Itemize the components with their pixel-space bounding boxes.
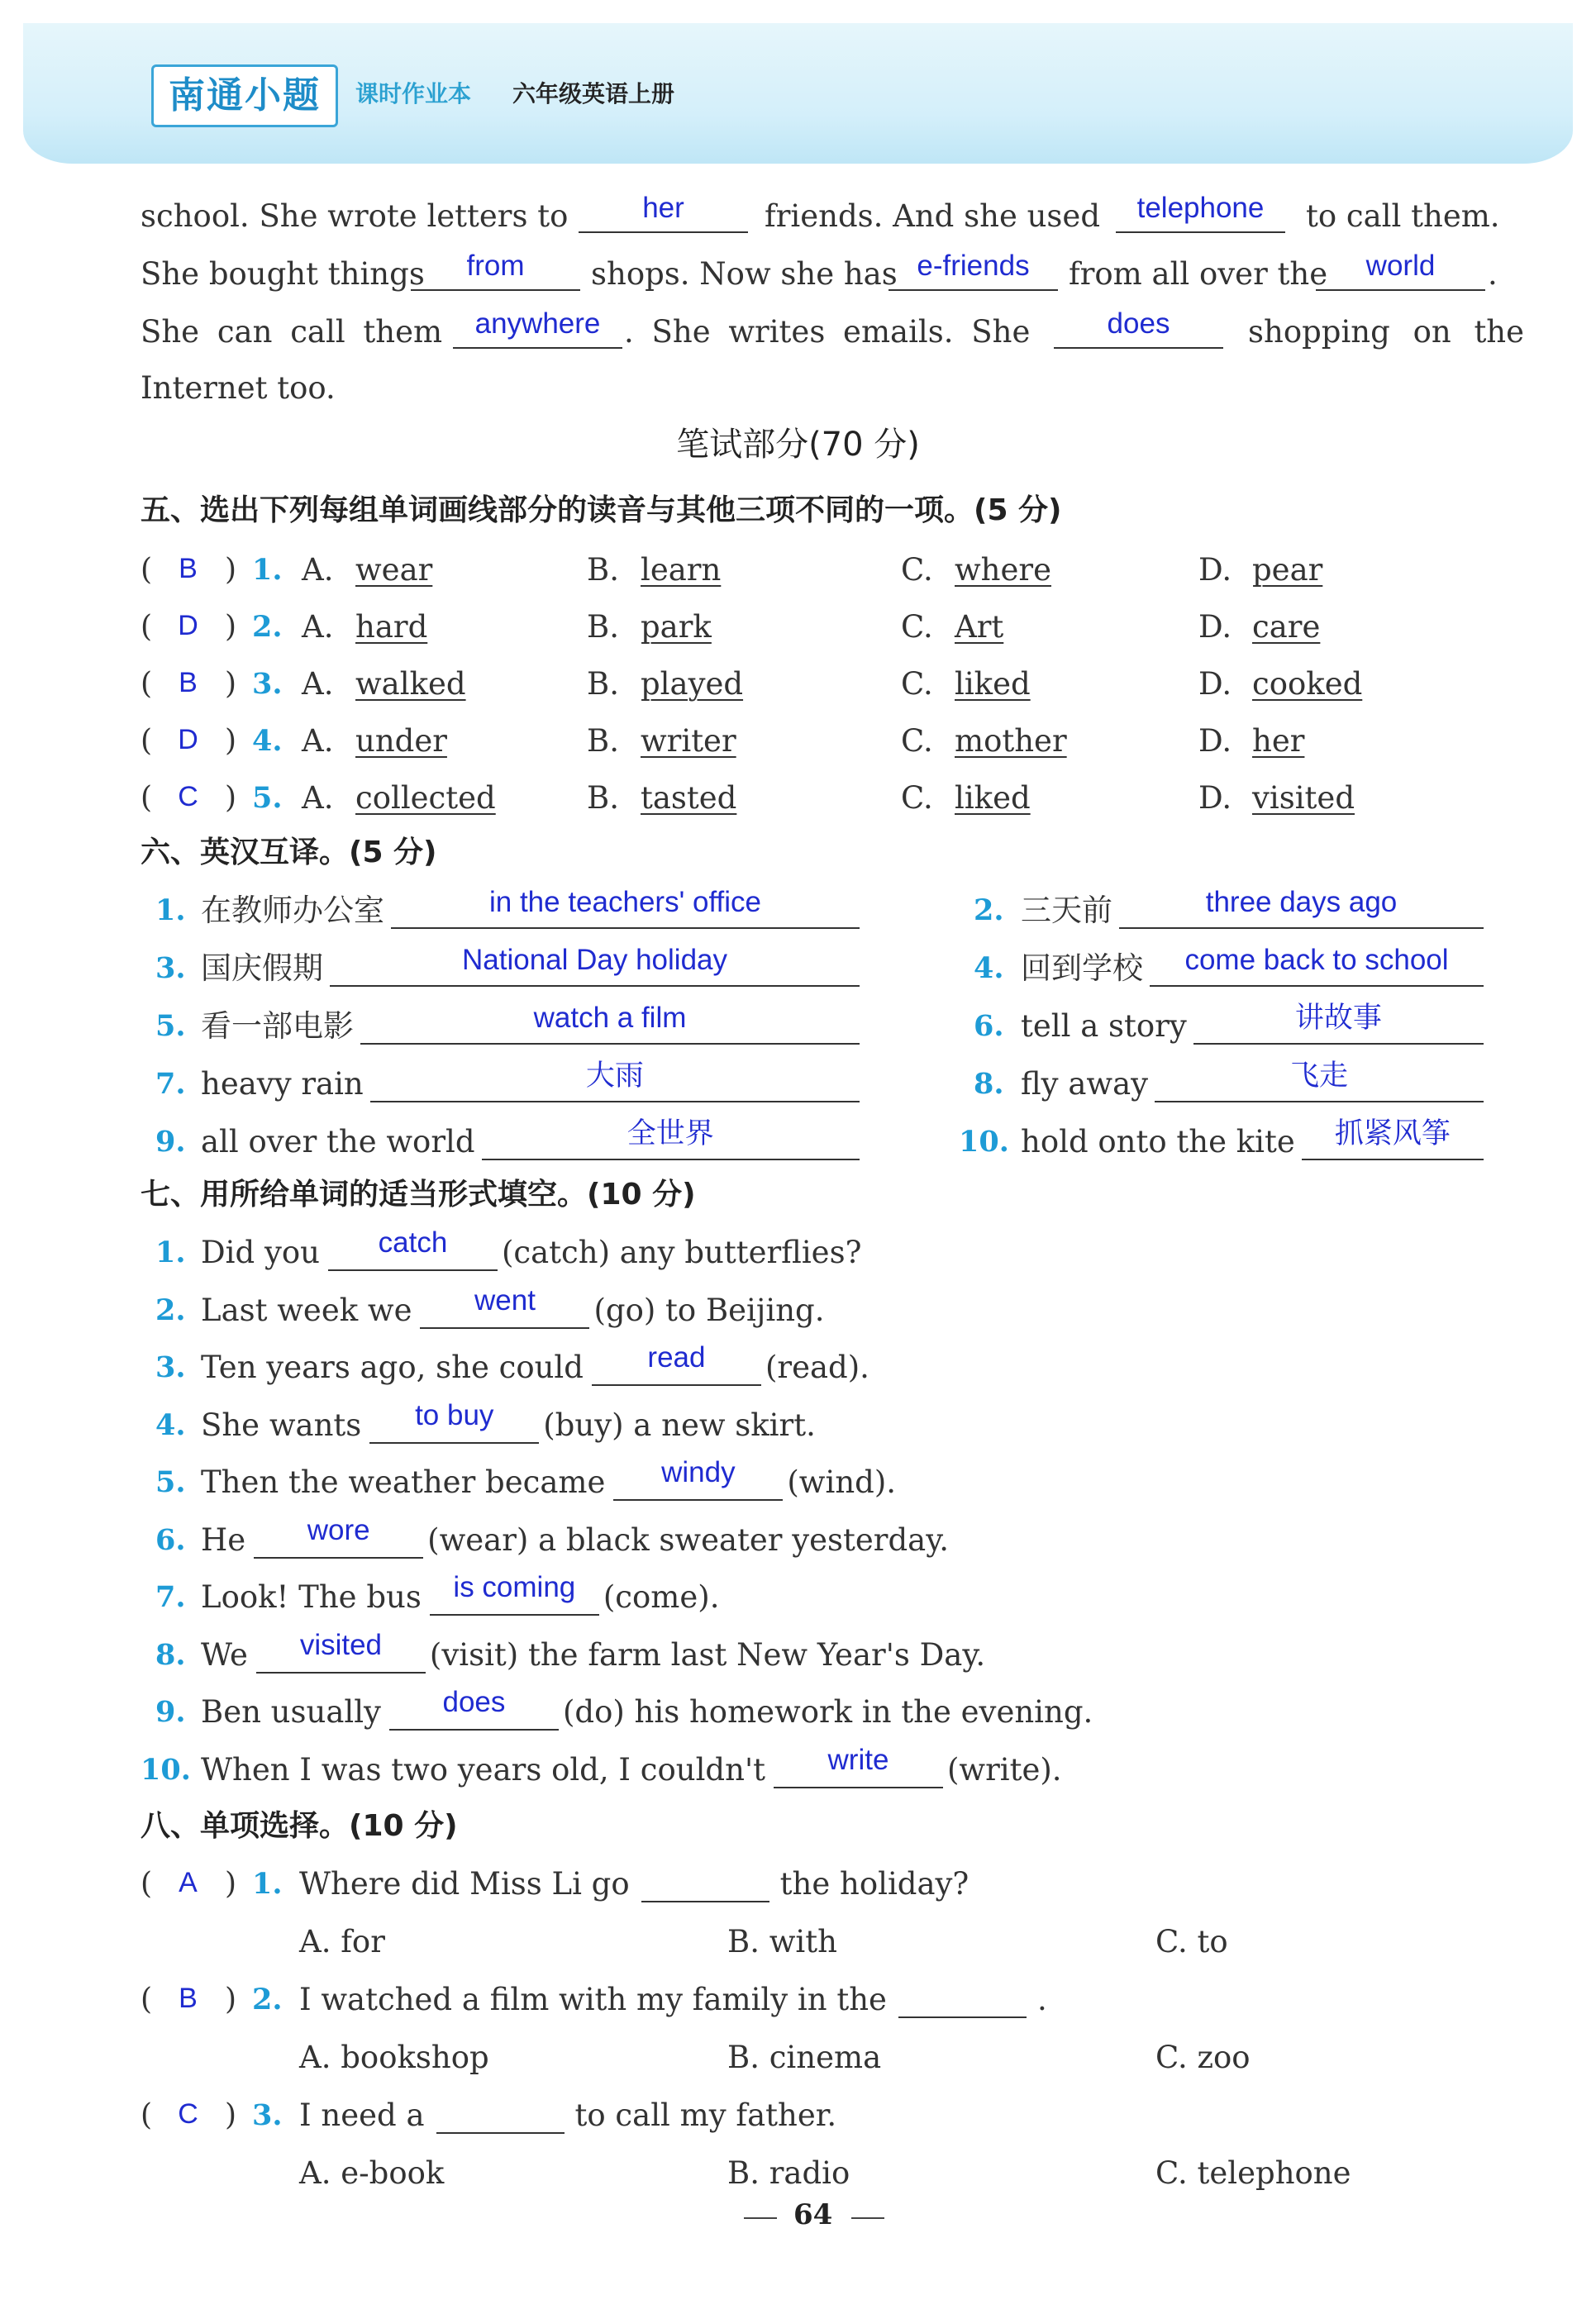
answer: does [1107,307,1170,340]
answer: in the teachers' office [488,886,761,918]
option-letter: A. [302,780,334,816]
question-number: 1. [155,1236,186,1269]
blank-line [641,1901,769,1902]
answer: anywhere [474,307,601,340]
blank-line [1193,1043,1484,1045]
brand-subtitle: 课时作业本 [355,80,472,107]
answer: come back to school [1184,944,1449,976]
option-word: liked [955,780,1031,816]
brand-logo: 南通小题 [151,64,338,127]
passage-text: to call them. [1306,198,1500,234]
sentence-start: Last week we [201,1292,412,1328]
option-word: care [1252,609,1321,645]
answer: went [474,1283,536,1317]
question-number: 7. [155,1067,186,1101]
sentence-end: (read). [765,1350,869,1385]
blank-line [613,1499,783,1501]
answer: is coming [453,1571,576,1603]
sentence-start: We [201,1636,248,1673]
blank-line [430,1614,599,1616]
sentence-start: Ten years ago, she could [201,1350,584,1385]
question-number: 8. [974,1067,1004,1101]
blank-line [389,1729,559,1731]
option-letter: A. [302,609,334,645]
option-letter: B. [587,609,619,645]
option-b: B. cinema [727,2040,882,2075]
paren-open: ( [141,553,153,587]
paren-open: ( [141,1867,153,1901]
paren-open: ( [141,610,153,644]
option-word: collected [355,780,496,816]
book-title: 六年级英语上册 [512,80,675,107]
option-b: B. with [727,1924,837,1959]
question-number: 3. [252,667,283,701]
option-c: C. to [1155,1924,1228,1959]
answer: windy [661,1456,736,1488]
paren-close: ) [225,1983,237,2016]
option-letter: D. [1198,552,1232,588]
question-number: 10. [141,1752,191,1787]
sentence-start: Look! The bus [201,1579,422,1615]
option-b: B. radio [727,2155,850,2191]
question-number: 4. [252,724,283,758]
answer-choice: D [178,610,198,641]
answer-choice: C [178,2098,198,2130]
option-word: played [641,666,744,702]
option-word: visited [1252,780,1355,816]
option-letter: B. [587,552,619,588]
blank-line [1054,347,1223,349]
option-a: A. bookshop [299,2040,489,2075]
blank-line [360,1043,860,1045]
blank-line [391,927,860,929]
question-number: 5. [252,781,283,815]
option-c: C. zoo [1155,2040,1251,2075]
option-word: learn [641,552,722,588]
blank-line [889,289,1058,291]
blank-line [369,1442,539,1444]
blank-line [256,1672,426,1674]
sentence-start: He [201,1521,246,1558]
option-word: her [1252,723,1305,759]
section-title: 笔试部分(70 分) [676,426,920,464]
answer: three days ago [1205,886,1398,918]
blank-line [1116,231,1285,233]
question-number: 4. [974,951,1004,985]
option-word: Art [955,609,1004,645]
paren-close: ) [225,553,237,587]
blank-line [1155,1101,1484,1102]
passage-text: . She writes emails. She [624,314,1031,350]
blank-line [774,1787,943,1788]
answer: 全世界 [626,1117,714,1150]
sentence-end: to call my father. [574,2097,837,2133]
question-number: 2. [974,893,1004,927]
passage-text: . [1488,256,1498,292]
question-number: 8. [155,1637,186,1672]
sentence-end: (come). [603,1579,720,1615]
s5-heading: 五、选出下列每组单词画线部分的读音与其他三项不同的一项。(5 分) [141,493,1062,527]
option-word: under [355,723,447,759]
option-word: wear [355,552,433,588]
question-number: 1. [155,893,186,927]
prompt: all over the world [201,1124,475,1159]
answer: to buy [415,1398,494,1431]
paren-close: ) [225,724,237,758]
answer-choice: B [179,1983,198,2014]
blank-line [254,1557,423,1559]
sentence-start: Ben usually [201,1694,381,1730]
answer-choice: B [179,553,198,584]
question-number: 1. [252,1867,283,1901]
sentence-start: I watched a film with my family in the [299,1982,887,2017]
option-word: pear [1252,552,1323,588]
question-number: 9. [155,1695,186,1729]
option-word: liked [955,666,1031,702]
answer: world [1365,250,1436,282]
passage-text: She bought things [141,256,425,292]
sentence-start: Where did Miss Li go [299,1866,630,1902]
sentence-start: Did you [201,1235,320,1270]
blank-line [420,1327,589,1329]
prompt: 看一部电影 [201,1008,354,1044]
question-number: 1. [252,553,283,587]
answer: 讲故事 [1294,1002,1382,1034]
option-letter: D. [1198,780,1232,816]
sentence-start: She wants [201,1407,362,1443]
answer: catch [378,1226,448,1259]
question-number: 5. [155,1465,186,1499]
option-letter: A. [302,552,334,588]
answer: write [827,1743,889,1776]
paren-close: ) [225,610,237,644]
paren-close: ) [225,781,237,815]
option-word: cooked [1252,666,1363,702]
blank-line [1316,289,1485,291]
option-word: park [641,609,712,645]
question-number: 6. [155,1522,186,1557]
question-number: 4. [155,1407,186,1442]
answer: telephone [1136,192,1265,224]
option-word: writer [641,723,736,759]
question-number: 5. [155,1009,186,1043]
question-number: 3. [252,2098,283,2132]
prompt: fly away [1021,1066,1149,1102]
passage-text: from all over the [1069,256,1328,292]
answer-choice: D [178,724,198,755]
blank-line [592,1384,761,1386]
answer: watch a film [533,1002,687,1034]
sentence-end: the holiday? [779,1866,970,1902]
option-word: where [955,552,1051,588]
answer: her [642,192,684,224]
question-number: 2. [252,610,283,644]
option-letter: B. [587,723,619,759]
option-word: mother [955,723,1067,759]
prompt: 国庆假期 [201,950,323,986]
passage-text: shopping on the [1248,314,1525,350]
s6-heading: 六、英汉互译。(5 分) [141,836,437,869]
passage-text: shops. Now she has [591,256,898,292]
question-number: 3. [155,1350,186,1384]
question-number: 3. [155,951,186,985]
paren-close: ) [225,1867,237,1901]
prompt: heavy rain [201,1066,364,1102]
sentence-end: (write). [946,1751,1062,1788]
option-letter: A. [302,666,334,702]
option-letter: B. [587,780,619,816]
blank-line [370,1101,860,1102]
blank-line [898,2016,1027,2018]
answer: e-friends [917,250,1030,282]
sentence-end: (do) his homework in the evening. [562,1694,1093,1730]
passage-text: school. She wrote letters to [141,198,569,234]
option-letter: A. [302,723,334,759]
prompt: tell a story [1021,1008,1187,1044]
blank-line [328,1269,498,1271]
question-number: 2. [155,1293,186,1327]
option-letter: D. [1198,666,1232,702]
answer: 大雨 [585,1059,644,1092]
option-letter: C. [901,552,933,588]
option-a: A. for [299,1924,385,1959]
page-number: 64 [793,2198,833,2231]
s7-heading: 七、用所给单词的适当形式填空。(10 分) [141,1178,696,1212]
sentence-end: (wind). [787,1464,897,1500]
page-dash [744,2217,777,2219]
sentence-end: . [1036,1982,1047,2017]
option-letter: C. [901,723,933,759]
paren-open: ( [141,2098,153,2132]
sentence-end: (go) to Beijing. [593,1292,825,1328]
blank-line [579,231,748,233]
answer: 飞走 [1290,1059,1349,1092]
answer: does [442,1686,506,1718]
option-c: C. telephone [1155,2155,1351,2191]
answer: wore [307,1513,370,1546]
answer: read [647,1341,706,1374]
sentence-end: (visit) the farm last New Year's Day. [429,1636,986,1673]
answer: National Day holiday [461,944,727,976]
paren-open: ( [141,1983,153,2016]
blank-line [1150,985,1484,987]
paren-close: ) [225,667,237,701]
answer: visited [299,1628,383,1661]
option-letter: C. [901,609,933,645]
prompt: 在教师办公室 [201,893,384,928]
option-word: walked [355,666,466,702]
paren-open: ( [141,667,153,701]
option-letter: C. [901,666,933,702]
blank-line [482,1159,860,1160]
passage-text: friends. And she used [765,198,1101,234]
prompt: 回到学校 [1021,950,1143,986]
question-number: 2. [252,1983,283,2016]
option-a: A. e-book [299,2155,445,2191]
s8-heading: 八、单项选择。(10 分) [141,1809,458,1843]
option-word: hard [355,609,428,645]
blank-line [1119,927,1484,929]
option-word: tasted [641,780,737,816]
sentence-end: (catch) any butterflies? [501,1235,862,1270]
paren-open: ( [141,724,153,758]
answer-choice: A [179,1867,198,1898]
answer-choice: B [179,667,198,698]
prompt: hold onto the kite [1021,1124,1295,1159]
option-letter: D. [1198,609,1232,645]
sentence-start: I need a [299,2097,425,2133]
sentence-end: (buy) a new skirt. [543,1407,816,1443]
blank-line [436,2132,565,2134]
paren-close: ) [225,2098,237,2132]
question-number: 9. [155,1125,186,1159]
sentence-start: Then the weather became [201,1464,606,1500]
passage-text: She can call them [141,314,443,350]
prompt: 三天前 [1021,893,1112,928]
question-number: 6. [974,1009,1004,1043]
paren-open: ( [141,781,153,815]
option-letter: C. [901,780,933,816]
sentence-start: When I was two years old, I couldn't [201,1751,765,1788]
answer: 抓紧风筝 [1334,1117,1451,1150]
answer-choice: C [178,781,198,812]
question-number: 7. [155,1580,186,1614]
option-letter: B. [587,666,619,702]
page-dash [851,2217,884,2219]
option-letter: D. [1198,723,1232,759]
blank-line [411,289,580,291]
blank-line [1302,1159,1484,1160]
question-number: 10. [959,1125,1009,1159]
passage-text: Internet too. [141,370,336,406]
answer: from [466,250,525,282]
blank-line [330,985,860,987]
blank-line [453,347,622,349]
sentence-end: (wear) a black sweater yesterday. [427,1521,949,1558]
